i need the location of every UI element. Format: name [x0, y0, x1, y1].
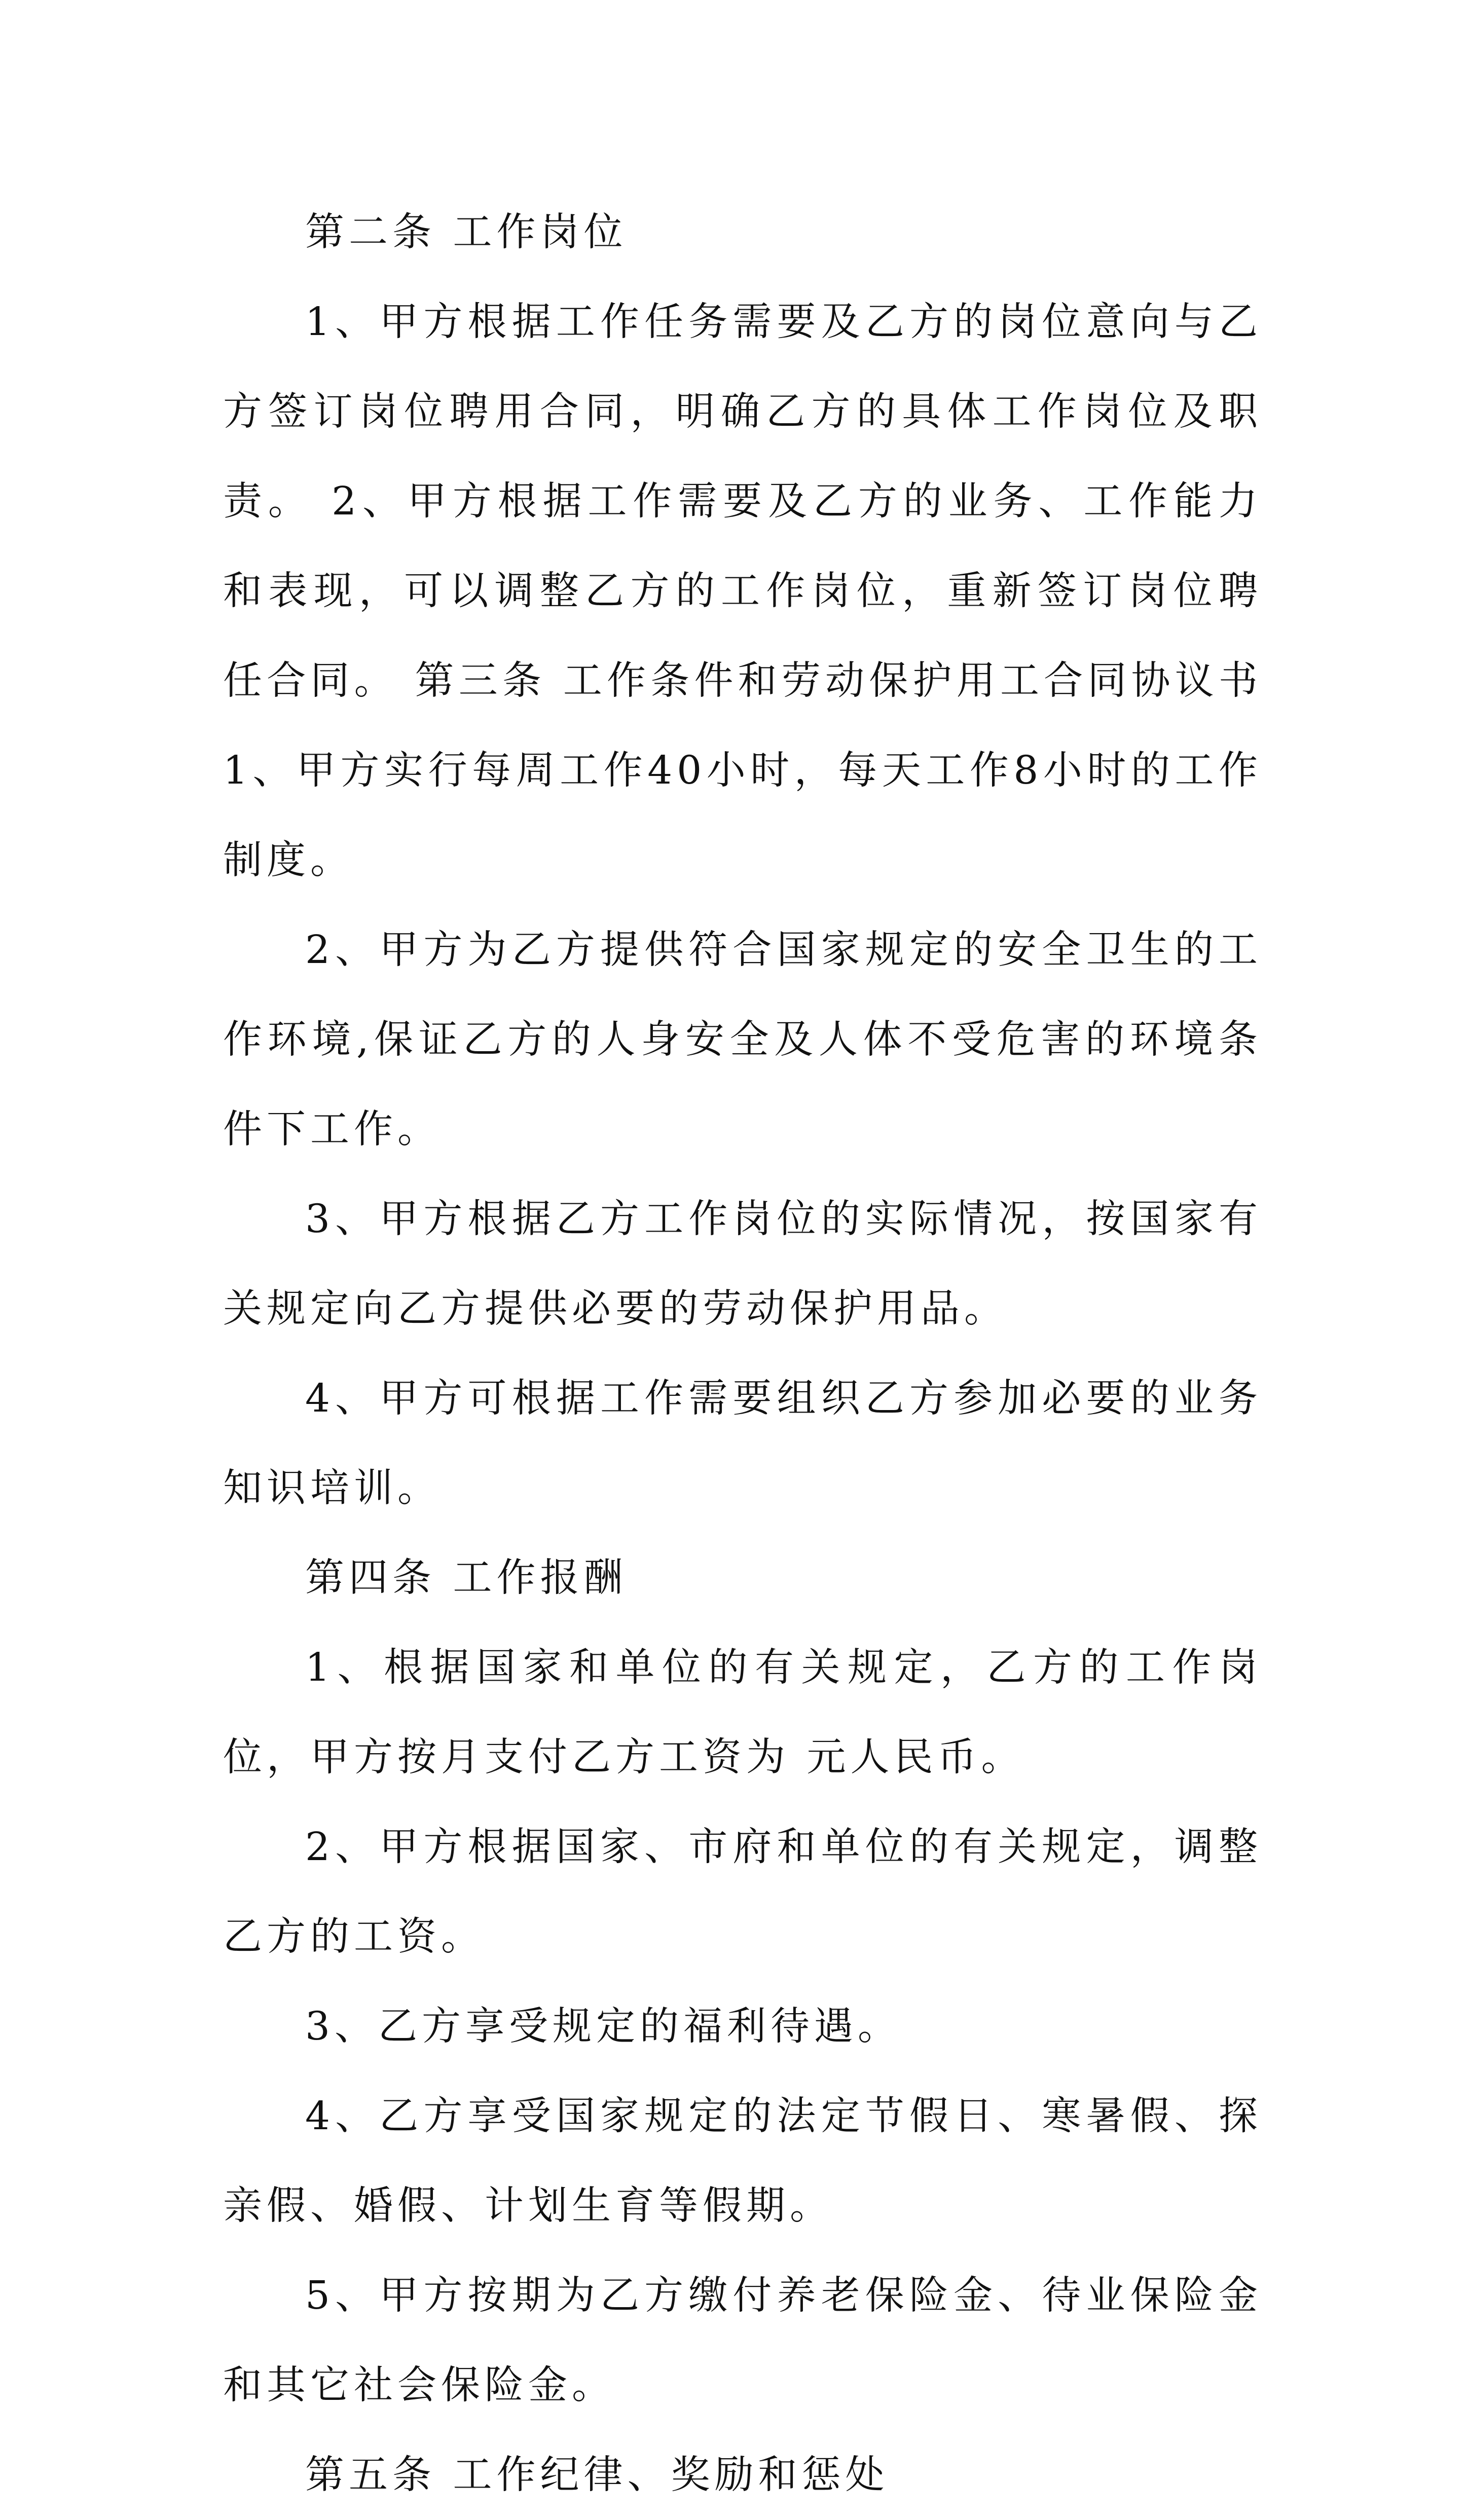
paragraph: 5、甲方按期为乙方缴付养老保险金、待业保险金和其它社会保险金。 [223, 2273, 1262, 2408]
paragraph: 2、甲方根据国家、市府和单位的有关规定，调整乙方的工资。 [223, 1825, 1262, 1959]
document-body [223, 188, 1262, 2520]
paragraph: 3、乙方享受规定的福利待遇。 [305, 2004, 901, 2049]
paragraph: 3、甲方根据乙方工作岗位的实际情况，按国家有关规定向乙方提供必要的劳动保护用品。 [223, 1197, 1262, 1331]
paragraph: 1、根据国家和单位的有关规定，乙方的工作岗位，甲方按月支付乙方工资为 元人民币。 [223, 1645, 1262, 1780]
paragraph: 4、乙方享受国家规定的法定节假日、寒暑假、探亲假、婚假、计划生育等假期。 [223, 2094, 1262, 2229]
paragraph: 1、甲方根据工作任务需要及乙方的岗位意向与乙方签订岗位聘用合同，明确乙方的具体工作岗位及职责。 2、甲方根据工作需要及乙方的业务、工作能力和表现，可以调整乙方的工作岗位，重新签订岗位聘任合同。 第三条 工作条件和劳动保护用工合同协议书1、甲方实行每周工作40小时，每天工作8小时的工作制度。 [223, 300, 1262, 883]
article-heading: 第二条 工作岗位 [305, 210, 628, 255]
article-heading: 第四条 工作报酬 [305, 1555, 628, 1601]
article-heading: 第五条 工作纪律、奖励和惩处 [305, 2453, 889, 2498]
paragraph: 2、甲方为乙方提供符合国家规定的安全卫生的工作环境,保证乙方的人身安全及人体不受危害的环境条件下工作。 [223, 928, 1262, 1152]
paragraph: 4、甲方可根据工作需要组织乙方参加必要的业务知识培训。 [223, 1376, 1262, 1511]
